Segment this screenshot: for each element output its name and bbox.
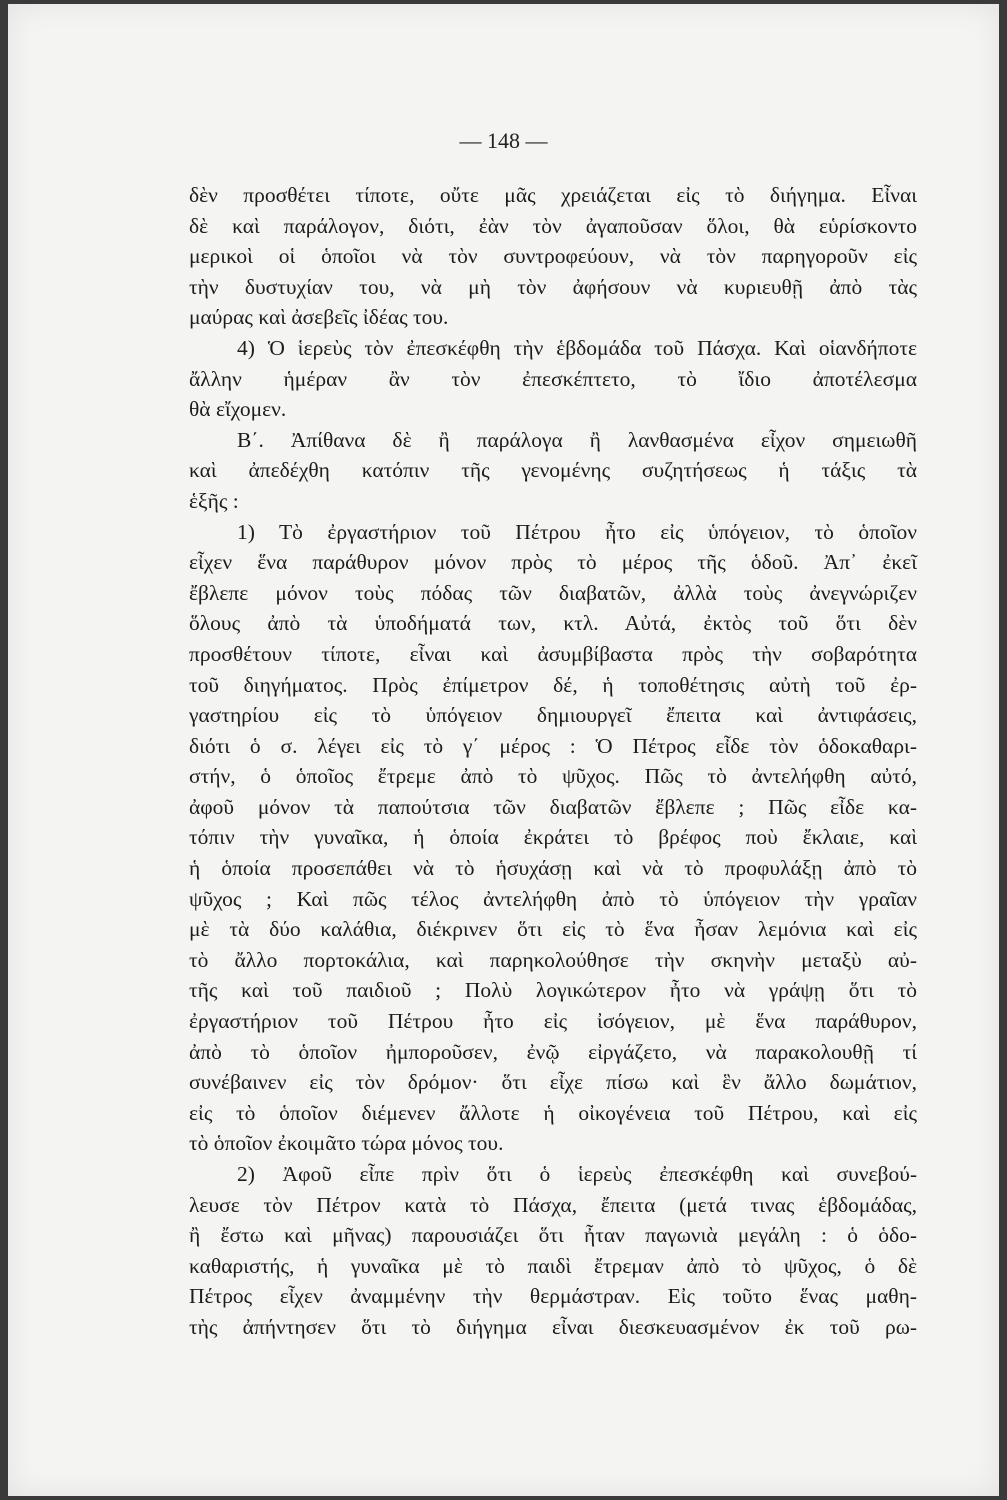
- text-line: τῆς καὶ τοῦ παιδιοῦ ; Πολὺ λογικώτερον ἦτο νὰ γράψῃ ὅτι τὸ: [189, 978, 917, 1003]
- text-line: τὴς ἀπήντησεν ὅτι τὸ διήγημα εἶναι διεσκευασμένον ἐκ τοῦ ρω-: [189, 1314, 917, 1339]
- body-text: [189, 180, 917, 1343]
- text-line: Β΄. Ἀπίθανα δὲ ἢ παράλογα ἢ λανθασμένα εἶχον σημειωθῆ: [237, 427, 917, 452]
- text-line: εἰς τὸ ὁποῖον διέμενεν ἄλλοτε ἡ οἰκογένεια τοῦ Πέτρου, καὶ εἰς: [189, 1100, 917, 1125]
- text-line: ἄλλην ἡμέραν ἂν τὸν ἐπεσκέπτετο, τὸ ἴδιο ἀποτέλεσμα: [189, 366, 917, 391]
- text-line: ἢ ἔστω καὶ μῆνας) παρουσιάζει ὅτι ἦταν παγωνιὰ μεγάλη : ὁ ὁδο-: [189, 1223, 917, 1248]
- text-line: τὸ ἄλλο πορτοκάλια, καὶ παρηκολούθησε τὴν σκηνὴν μεταξὺ αὐ-: [189, 947, 917, 972]
- page-number: — 148 —: [459, 128, 548, 153]
- text-line: προσθέτουν τίποτε, εἶναι καὶ ἀσυμβίβαστα πρὸς τὴν σοβαρότητα: [189, 641, 917, 666]
- text-line: τοῦ διηγήματος. Πρὸς ἐπίμετρον δέ, ἡ τοποθέτησις αὐτὴ τοῦ ἐρ-: [189, 672, 917, 697]
- book-page: [8, 4, 999, 1496]
- text-line: ἐργαστήριον τοῦ Πέτρου ἦτο εἰς ἰσόγειον, μὲ ἕνα παράθυρον,: [189, 1009, 917, 1034]
- text-line: ὅλους ἀπὸ τὰ ὑποδήματά των, κτλ. Αὐτά, ἐκτὸς τοῦ ὅτι δὲν: [189, 611, 917, 636]
- text-line: ἔβλεπε μόνον τοὺς πόδας τῶν διαβατῶν, ἀλλὰ τοὺς ἀνεγνώριζεν: [189, 580, 917, 605]
- text-line: 2) Ἀφοῦ εἶπε πρὶν ὅτι ὁ ἱερεὺς ἐπεσκέφθη καὶ συνεβού-: [237, 1162, 917, 1186]
- text-line: καὶ ἀπεδέχθη κατόπιν τῆς γενομένης συζητήσεως ἡ τάξις τὰ: [189, 458, 917, 483]
- text-line: τὴν δυστυχίαν του, νὰ μὴ τὸν ἀφήσουν νὰ κυριευθῇ ἀπὸ τὰς: [189, 274, 917, 299]
- text-line: Πέτρος εἶχεν ἀναμμένην τὴν θερμάστραν. Εἰς τοῦτο ἕνας μαθη-: [189, 1284, 917, 1309]
- text-line: στήν, ὁ ὁποῖος ἔτρεμε ἀπὸ τὸ ψῦχος. Πῶς τὸ ἀντελήφθη αὐτό,: [189, 764, 917, 789]
- text-line: εἶχεν ἕνα παράθυρον μόνον πρὸς τὸ μέρος τῆς ὁδοῦ. Ἀπ᾿ ἐκεῖ: [189, 550, 917, 575]
- text-line: μαύρας καὶ ἀσεβεῖς ἰδέας του.: [189, 305, 449, 330]
- text-line: λευσε τὸν Πέτρον κατὰ τὸ Πάσχα, ἔπειτα (μετά τινας ἑβδομάδας,: [189, 1192, 917, 1217]
- text-line: καθαριστής, ἡ γυναῖκα μὲ τὸ παιδὶ ἔτρεμαν ἀπὸ τὸ ψῦχος, ὁ δὲ: [189, 1253, 917, 1278]
- text-line: συνέβαινεν εἰς τὸν δρόμον· ὅτι εἶχε πίσω καὶ ἓν ἄλλο δωμάτιον,: [189, 1070, 917, 1095]
- text-line: ἡ ὁποία προσεπάθει νὰ τὸ ἡσυχάσῃ καὶ νὰ τὸ προφυλάξῃ ἀπὸ τὸ: [189, 856, 917, 881]
- text-line: δὲν προσθέτει τίποτε, οὔτε μᾶς χρειάζεται εἰς τὸ διήγημα. Εἶναι: [189, 183, 917, 207]
- text-line: διότι ὁ σ. λέγει εἰς τὸ γ΄ μέρος : Ὁ Πέτρος εἶδε τὸν ὁδοκαθαρι-: [189, 733, 917, 758]
- text-line: ἑξῆς :: [189, 488, 239, 513]
- text-line: τὸ ὁποῖον ἐκοιμᾶτο τώρα μόνος του.: [189, 1131, 504, 1156]
- text-line: 1) Τὸ ἐργαστήριον τοῦ Πέτρου ἦτο εἰς ὑπόγειον, τὸ ὁποῖον: [237, 519, 917, 544]
- text-line: 4) Ὁ ἱερεὺς τὸν ἐπεσκέφθη τὴν ἑβδομάδα τοῦ Πάσχα. Καὶ οἱανδήποτε: [237, 335, 917, 360]
- text-line: μὲ τὰ δύο καλάθια, διέκρινεν ὅτι εἰς τὸ ἕνα ἦσαν λεμόνια καὶ εἰς: [189, 917, 917, 942]
- text-line: τόπιν τὴν γυναῖκα, ἡ ὁποία ἐκράτει τὸ βρέφος ποὺ ἔκλαιε, καὶ: [189, 825, 917, 850]
- text-line: ψῦχος ; Καὶ πῶς τέλος ἀντελήφθη ἀπὸ τὸ ὑπόγειον τὴν γραῖαν: [189, 886, 917, 911]
- text-line: γαστηρίου εἰς τὸ ὑπόγειον δημιουργεῖ ἔπειτα καὶ ἀντιφάσεις,: [189, 703, 917, 728]
- text-line: δὲ καὶ παράλογον, διότι, ἐὰν τὸν ἀγαποῦσαν ὅλοι, θὰ εὑρίσκοντο: [189, 213, 917, 238]
- text-line: θὰ εἴχομεν.: [189, 397, 287, 422]
- text-line: μερικοὶ οἱ ὁποῖοι νὰ τὸν συντροφεύουν, νὰ τὸν παρηγοροῦν εἰς: [189, 244, 917, 269]
- text-line: ἀφοῦ μόνον τὰ παπούτσια τῶν διαβατῶν ἔβλεπε ; Πῶς εἶδε κα-: [189, 794, 917, 819]
- text-line: ἀπὸ τὸ ὁποῖον ἠμποροῦσεν, ἐνῷ εἰργάζετο, νὰ παρακολουθῇ τί: [189, 1039, 917, 1064]
